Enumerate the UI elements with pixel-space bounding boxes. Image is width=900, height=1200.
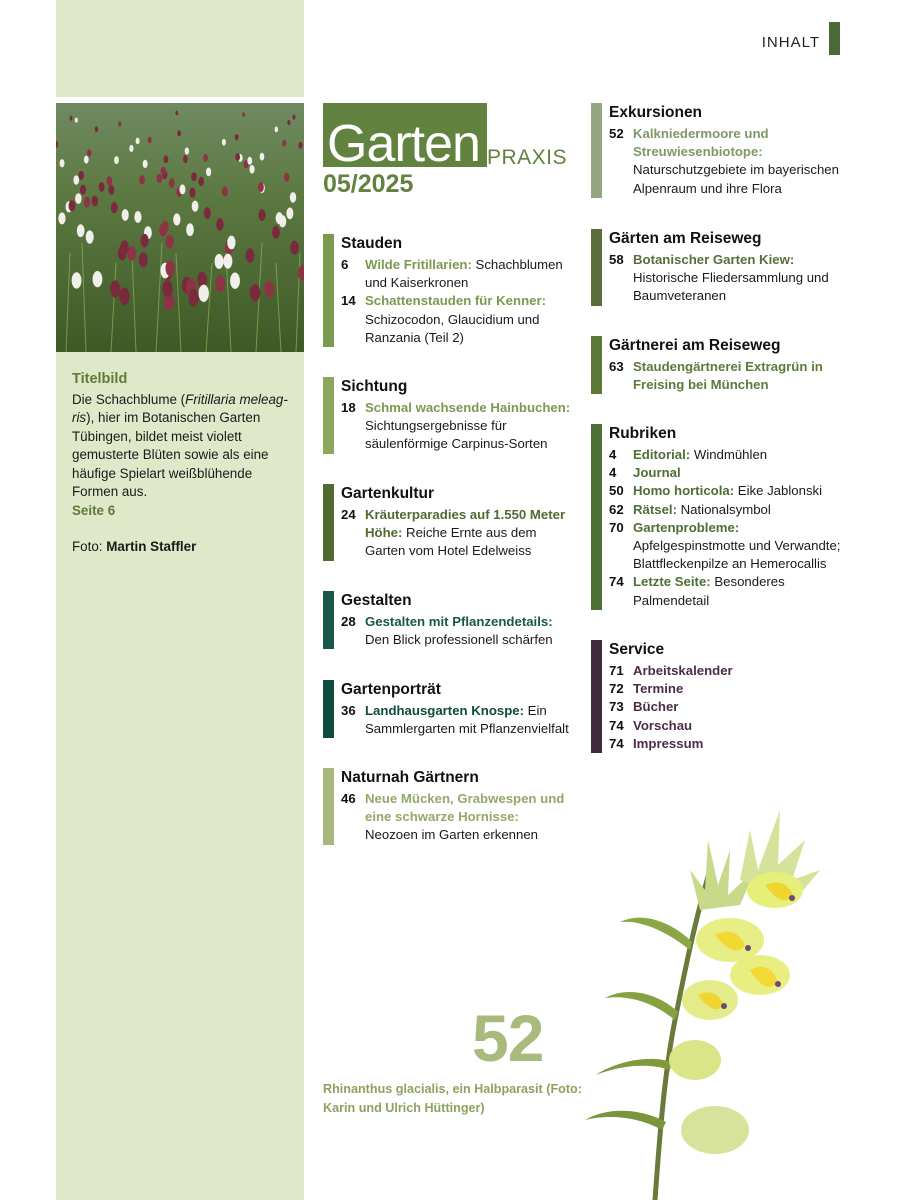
fritillary-flower <box>191 172 196 181</box>
toc-section <box>323 680 573 738</box>
toc-entry-title: Gestalten mit Pflanzendetails: <box>365 614 553 629</box>
fritillary-flower <box>246 248 255 263</box>
fritillary-flower <box>164 155 169 163</box>
toc-entry-title: Kräuterparadies auf 1.550 Meter Höhe: <box>365 507 566 541</box>
flower-illustration <box>580 770 900 1200</box>
credit-name: Martin Staffler <box>106 539 197 554</box>
section-title: Gestalten <box>341 592 412 609</box>
issue-number: 05/2025 <box>323 170 414 198</box>
toc-page-number: 63 <box>609 359 624 374</box>
toc-entry-title: Schattenstauden für Kenner: <box>365 293 546 309</box>
fritillary-flower <box>260 153 265 161</box>
toc-entry[interactable] <box>341 399 573 454</box>
fritillary-flower <box>258 182 264 192</box>
toc-entry[interactable] <box>609 680 843 698</box>
fritillary-flower <box>136 138 140 145</box>
fritillary-flower <box>222 186 228 196</box>
toc-entry-title: Landhausgarten Knospe: <box>365 703 524 718</box>
toc-entry[interactable] <box>609 251 843 306</box>
toc-entry-description: Neozoen im Garten erkennen <box>365 827 539 843</box>
toc-entry-title: Impressum <box>633 735 704 751</box>
fritillary-flower <box>134 211 141 223</box>
fritillary-flower <box>58 212 65 224</box>
fritillary-flower <box>165 260 174 276</box>
toc-page-number: 70 <box>609 519 624 535</box>
toc-entry-description: Reiche Ernte aus dem Garten vom Hotel Edelweiss <box>365 525 537 559</box>
section-title: Gartenkultur <box>341 485 435 502</box>
toc-entry-title: Gartenprobleme: <box>633 519 740 535</box>
fritillary-flower <box>175 111 178 116</box>
toc-entry-description: Apfelgespinstmotte und Verwandte; Blattfleckenpilze an Hemerocallis <box>633 538 841 572</box>
fritillary-flower <box>250 284 260 301</box>
fritillary-flower <box>129 145 133 152</box>
cover-credit <box>72 538 294 557</box>
section-color-bar <box>591 103 602 198</box>
toc-entry[interactable] <box>609 735 843 753</box>
fritillary-flower <box>139 252 148 267</box>
toc-entry-title: Neue Mücken, Grabwespen und eine schwarze Hornisse: <box>365 791 565 825</box>
toc-entry-description: Den Blick professionell schärfen <box>365 632 553 648</box>
fritillary-flower <box>227 236 235 250</box>
fritillary-flower <box>84 197 91 208</box>
toc-entry-description: Ein Sammlergarten mit Pflanzenvielfalt <box>365 703 569 737</box>
toc-section <box>591 336 843 394</box>
toc-entry-description: Besonderes Palmendetail <box>633 574 785 608</box>
toc-entry-description: Sichtungsergebnisse für säulenförmige Carpinus-Sorten <box>365 418 548 452</box>
section-color-bar <box>323 234 334 347</box>
section-title: Naturnah Gärtnern <box>341 769 479 786</box>
toc-entry[interactable] <box>609 464 843 482</box>
fritillary-flower <box>235 153 240 161</box>
fritillary-flower <box>284 173 290 182</box>
fritillary-flower <box>157 174 163 183</box>
fritillary-flower <box>287 120 290 125</box>
toc-page-number: 24 <box>341 507 356 522</box>
section-title: Rubriken <box>609 425 677 442</box>
fritillary-flower <box>282 140 286 147</box>
fritillary-flower <box>199 285 209 302</box>
toc-entry-title: Kalkniedermoore und Streuwiesenbiotope: <box>633 126 769 160</box>
fritillary-flower <box>185 147 189 154</box>
fritillary-flower <box>122 209 129 221</box>
toc-entry-description: Naturschutzgebiete im bayerischen Alpenraum und ihre Flora <box>633 162 839 196</box>
toc-section <box>323 768 573 845</box>
toc-entry[interactable] <box>609 482 843 500</box>
fritillary-flower <box>292 115 295 120</box>
toc-page-number: 46 <box>341 791 356 806</box>
section-title: Stauden <box>341 235 403 252</box>
section-title: Exkursionen <box>609 104 703 121</box>
toc-entry[interactable] <box>609 501 843 519</box>
fritillary-flower <box>73 175 79 184</box>
fritillary-flower <box>279 215 286 227</box>
fritillary-flower <box>162 280 172 297</box>
fritillary-flower <box>107 176 113 185</box>
toc-entry-title: Wilde Fritillarien: <box>365 257 472 272</box>
fritillary-flower <box>110 280 120 297</box>
fritillary-flower <box>80 185 86 195</box>
fritillary-flower <box>141 234 149 248</box>
toc-section <box>323 377 573 454</box>
toc-entry[interactable] <box>609 662 843 680</box>
section-color-bar <box>591 229 602 306</box>
fritillary-flower <box>186 223 194 236</box>
toc-entry-description: Schachblumen und Kaiserkronen <box>365 257 563 291</box>
fritillary-flower <box>75 193 81 204</box>
fritillary-flower <box>275 126 279 132</box>
cover-text-part: ), hier im Botanischen Garten Tübingen, bildet meist violett gemusterte Blüten sowie als eine häufige Spielart weißblühende Formen aus. <box>72 410 269 499</box>
section-color-bar <box>323 768 334 845</box>
fritillary-flower <box>93 271 103 287</box>
toc-entry-description: Historische Fliedersammlung und Baumveteranen <box>633 270 829 304</box>
toc-entry-description: Nationalsymbol <box>676 501 771 517</box>
toc-page-number: 36 <box>341 703 356 718</box>
toc-page-number: 58 <box>609 252 624 267</box>
logo-garten: Garten <box>327 115 480 173</box>
toc-page-number: 28 <box>341 614 356 629</box>
toc-entry-title: Editorial: <box>633 447 691 462</box>
section-title: Service <box>609 641 665 658</box>
fritillary-flower <box>203 154 208 162</box>
toc-section <box>323 591 573 649</box>
section-color-bar <box>591 424 602 610</box>
fritillary-flower <box>118 121 121 126</box>
fritillary-flower <box>258 209 265 221</box>
toc-entry-title: Bücher <box>633 699 679 715</box>
fritillary-flower <box>95 126 98 132</box>
toc-page-number: 74 <box>609 735 624 751</box>
toc-entry[interactable] <box>341 790 573 845</box>
toc-entry[interactable] <box>609 519 843 574</box>
toc-entry[interactable] <box>341 702 573 738</box>
fritillary-flower <box>235 134 239 140</box>
toc-entry[interactable] <box>341 506 573 561</box>
section-color-bar <box>323 484 334 561</box>
fritillary-flower <box>242 112 245 117</box>
fritillary-flower <box>79 171 84 180</box>
toc-entry-title: Vorschau <box>633 717 693 733</box>
fritillary-flower <box>120 240 128 254</box>
toc-entry-title: Botanischer Garten Kiew: <box>633 252 795 267</box>
fritillary-flower <box>179 184 185 194</box>
fritillary-flower <box>272 226 280 239</box>
fritillary-flower <box>108 185 114 195</box>
toc-page-number: 50 <box>609 483 624 499</box>
section-title: Gärten am Reiseweg <box>609 230 762 247</box>
cover-description <box>72 370 294 557</box>
toc-entry-title: Homo horticola: <box>633 483 735 499</box>
fritillary-flower <box>247 157 252 165</box>
toc-entry-description: Windmühlen <box>690 447 768 462</box>
fritillary-flower <box>215 275 225 292</box>
toc-entry-title: Arbeitskalender <box>633 663 733 678</box>
section-title: Sichtung <box>341 378 408 395</box>
section-color-bar <box>591 336 602 394</box>
toc-entry[interactable] <box>609 446 843 464</box>
toc-entry[interactable] <box>341 292 573 347</box>
featured-caption: Rhinanthus glacialis, ein Halbparasit (Foto: Karin und Ulrich Hüttinger) <box>323 1082 582 1115</box>
fritillary-flower <box>111 202 118 213</box>
toc-page-number: 6 <box>341 257 349 272</box>
cover-heading: Titelbild <box>72 371 128 387</box>
cover-text-part: Die Schachblume ( <box>72 391 186 407</box>
fritillary-flower <box>290 192 296 203</box>
toc-section <box>591 103 843 198</box>
toc-page-number: 14 <box>341 293 356 309</box>
fritillary-flower <box>198 177 204 186</box>
fritillary-flower <box>222 139 226 146</box>
toc-entry-title: Journal <box>633 465 681 481</box>
toc-page-number: 74 <box>609 574 624 590</box>
toc-entry-title: Termine <box>633 681 684 697</box>
fritillary-flower <box>92 195 99 206</box>
fritillary-flower <box>148 137 152 144</box>
section-color-bar <box>323 591 334 649</box>
fritillary-flower <box>77 224 85 237</box>
toc-entry[interactable] <box>609 717 843 735</box>
toc-entry-title: Rätsel: <box>633 501 677 517</box>
fritillary-flower <box>204 207 211 219</box>
fritillary-flower <box>69 200 76 211</box>
fritillary-flower <box>206 167 211 176</box>
toc-page-number: 71 <box>609 663 624 678</box>
fritillary-flower <box>249 165 254 174</box>
fritillary-flower <box>286 207 293 219</box>
toc-entry[interactable] <box>609 125 843 198</box>
fritillary-flower <box>192 201 199 212</box>
fritillary-flower <box>189 188 195 198</box>
fritillary-flower <box>75 118 78 123</box>
fritillary-flower <box>298 142 302 149</box>
fritillary-flower <box>70 116 73 121</box>
fritillary-flower <box>188 289 199 307</box>
fritillary-flower <box>139 175 145 184</box>
cover-text <box>72 391 294 502</box>
fritillary-flower <box>159 223 167 236</box>
toc-entry-title: Schmal wachsende Hainbuchen: <box>365 400 571 415</box>
fritillary-flower <box>87 149 91 156</box>
toc-page-number: 62 <box>609 501 624 517</box>
toc-section <box>591 229 843 306</box>
header-accent-bar <box>829 22 840 55</box>
section-header-label: INHALT <box>761 34 820 51</box>
cover-text-italic: Fritillaria meleag-ris <box>72 391 288 425</box>
section-color-bar <box>323 377 334 454</box>
fritillary-flower <box>99 182 105 192</box>
fritillary-flower <box>223 254 232 269</box>
toc-entry[interactable] <box>609 698 843 716</box>
featured-page-number: 52 <box>472 1001 544 1075</box>
fritillary-flower <box>173 213 180 225</box>
section-color-bar <box>591 640 602 753</box>
fritillary-flower <box>215 254 224 269</box>
cover-page-link[interactable]: Seite 6 <box>72 502 116 518</box>
toc-section <box>323 484 573 561</box>
logo-praxis: PRAXIS <box>487 146 568 169</box>
fritillary-flower <box>161 167 166 176</box>
fritillary-flower <box>114 156 119 164</box>
toc-entry-title: Letzte Seite: <box>633 574 711 590</box>
fritillary-flower <box>166 235 174 249</box>
toc-section <box>323 234 573 347</box>
fritillary-flower <box>230 272 240 288</box>
fritillary-flower <box>72 272 82 288</box>
credit-label: Foto: <box>72 539 103 554</box>
toc-entry-description: Eike Jablonski <box>734 483 823 499</box>
toc-entry[interactable] <box>609 573 843 609</box>
toc-entry-title: Staudengärtnerei Extragrün in Freising bei München <box>633 359 823 393</box>
fritillary-flower <box>290 241 298 255</box>
toc-page-number: 72 <box>609 681 624 697</box>
fritillary-flower <box>119 288 130 306</box>
toc-page-number: 18 <box>341 400 356 415</box>
toc-section <box>591 640 843 753</box>
toc-page-number: 52 <box>609 126 624 141</box>
toc-page-number: 74 <box>609 717 624 733</box>
toc-entry[interactable] <box>341 256 573 292</box>
section-title: Gartenporträt <box>341 681 441 698</box>
fritillary-flower <box>177 130 181 136</box>
fritillary-flower <box>84 156 89 164</box>
fritillary-flower <box>143 160 148 168</box>
toc-page-number: 73 <box>609 699 624 715</box>
toc-entry[interactable] <box>341 613 573 649</box>
fritillary-flower <box>169 178 175 188</box>
fritillary-flower <box>264 281 274 298</box>
toc-entry-description: Schizocodon, Glaucidium und Ranzania (Teil 2) <box>365 311 540 345</box>
toc-entry[interactable] <box>609 358 843 394</box>
toc-page-number: 4 <box>609 465 617 481</box>
toc-page-number: 4 <box>609 447 617 462</box>
fritillary-flower <box>86 230 94 243</box>
fritillary-flower <box>216 218 223 230</box>
fritillary-flower <box>60 159 65 167</box>
cover-photo <box>56 103 304 352</box>
fritillary-flower <box>183 155 188 163</box>
toc-section <box>591 424 843 610</box>
section-color-bar <box>323 680 334 738</box>
section-title: Gärtnerei am Reiseweg <box>609 337 781 354</box>
